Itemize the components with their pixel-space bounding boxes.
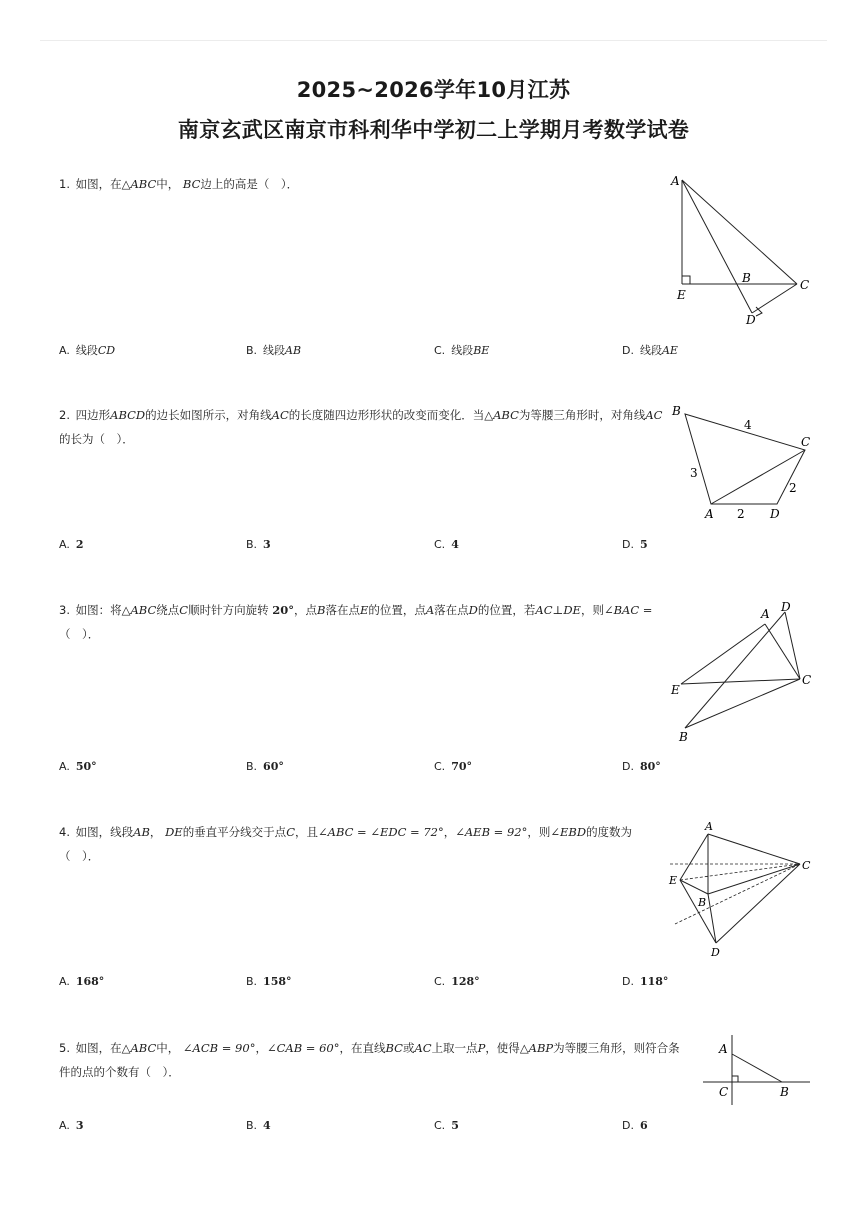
q4-label-c: C — [802, 859, 811, 872]
q4-option-b[interactable]: B. 158° — [246, 975, 292, 988]
q5-option-c[interactable]: C. 5 — [434, 1119, 459, 1132]
q3-option-c[interactable]: C. 70° — [434, 760, 472, 773]
q4-label-e: E — [669, 874, 678, 887]
q3-option-d[interactable]: D. 80° — [622, 760, 661, 773]
q2-label-a: A — [705, 507, 714, 521]
q3-figure — [665, 596, 815, 746]
q3-label-e: E — [671, 683, 680, 697]
q5-option-d[interactable]: D. 6 — [622, 1119, 648, 1132]
q5-label-c: C — [719, 1085, 729, 1099]
question-2: 2. 四边形ABCD的边长如图所示，对角线AC的长度随四边形形状的改变而变化．当△ABC为等腰三角形时，对角线AC的长为（ ）． — [59, 408, 663, 446]
q3-label-b: B — [679, 730, 688, 744]
q2-option-c[interactable]: C. 4 — [434, 538, 459, 551]
q1-option-d[interactable]: D. 线段AE — [622, 344, 678, 357]
q4-label-d: D — [711, 946, 720, 959]
q2-label-c: C — [801, 435, 811, 449]
page-title-line1: 2025~2026学年10月江苏 — [296, 78, 571, 102]
q5-option-b[interactable]: B. 4 — [246, 1119, 271, 1132]
question-5: 5. 如图，在△ABC中， ∠ACB = 90°，∠CAB = 60°，在直线BC或AC上取一点P，使得△ABP为等腰三角形，则符合条件的点的个数有（ ）． — [59, 1041, 680, 1079]
q2-label-b: B — [672, 404, 681, 418]
q1-label-d: D — [746, 313, 756, 327]
q1-label-c: C — [800, 278, 810, 292]
question-3: 3. 如图：将△ABC绕点C顺时针方向旋转 20°，点B落在点E的位置，点A落在点D的位置，若AC⊥DE，则∠BAC =（ ）． — [59, 603, 653, 641]
q1-label-a: A — [671, 174, 680, 188]
q1-option-b[interactable]: B. 线段AB — [246, 344, 302, 357]
q1-label-b: B — [742, 271, 751, 285]
q4-figure — [665, 818, 815, 963]
q4-label-a: A — [705, 820, 713, 833]
q5-option-a[interactable]: A. 3 — [59, 1119, 84, 1132]
q1-figure — [665, 170, 815, 330]
q1-option-a[interactable]: A. 线段CD — [59, 344, 116, 357]
top-divider — [40, 40, 827, 41]
q2-option-a[interactable]: A. 2 — [59, 538, 84, 551]
q3-label-d: D — [781, 600, 791, 614]
q2-len-ad: 2 — [737, 507, 745, 521]
q2-len-cd: 2 — [789, 481, 797, 495]
q2-label-d: D — [770, 507, 780, 521]
question-4: 4. 如图，线段AB， DE的垂直平分线交于点C，且∠ABC = ∠EDC = 72°，∠AEB = 92°，则∠EBD的度数为（ ）． — [59, 825, 633, 863]
q2-len-ab: 3 — [690, 466, 698, 480]
q3-option-a[interactable]: A. 50° — [59, 760, 97, 773]
question-1: 1. 如图，在△ABC中， BC边上的高是（ ）． — [59, 177, 299, 191]
q5-label-a: A — [719, 1042, 728, 1056]
page-title-line2: 南京玄武区南京市科利华中学初二上学期月考数学试卷 — [177, 118, 690, 142]
q4-option-d[interactable]: D. 118° — [622, 975, 669, 988]
q5-figure — [700, 1032, 815, 1107]
q2-option-d[interactable]: D. 5 — [622, 538, 648, 551]
q3-option-b[interactable]: B. 60° — [246, 760, 284, 773]
q4-label-b: B — [698, 896, 707, 909]
q5-label-b: B — [780, 1085, 789, 1099]
q4-option-a[interactable]: A. 168° — [59, 975, 105, 988]
q2-option-b[interactable]: B. 3 — [246, 538, 271, 551]
q1-option-c[interactable]: C. 线段BE — [434, 344, 490, 357]
q2-len-bc: 4 — [744, 418, 752, 432]
q3-label-c: C — [802, 673, 812, 687]
q2-figure — [665, 400, 815, 525]
q4-option-c[interactable]: C. 128° — [434, 975, 480, 988]
q3-label-a: A — [761, 607, 770, 621]
q1-label-e: E — [677, 288, 686, 302]
